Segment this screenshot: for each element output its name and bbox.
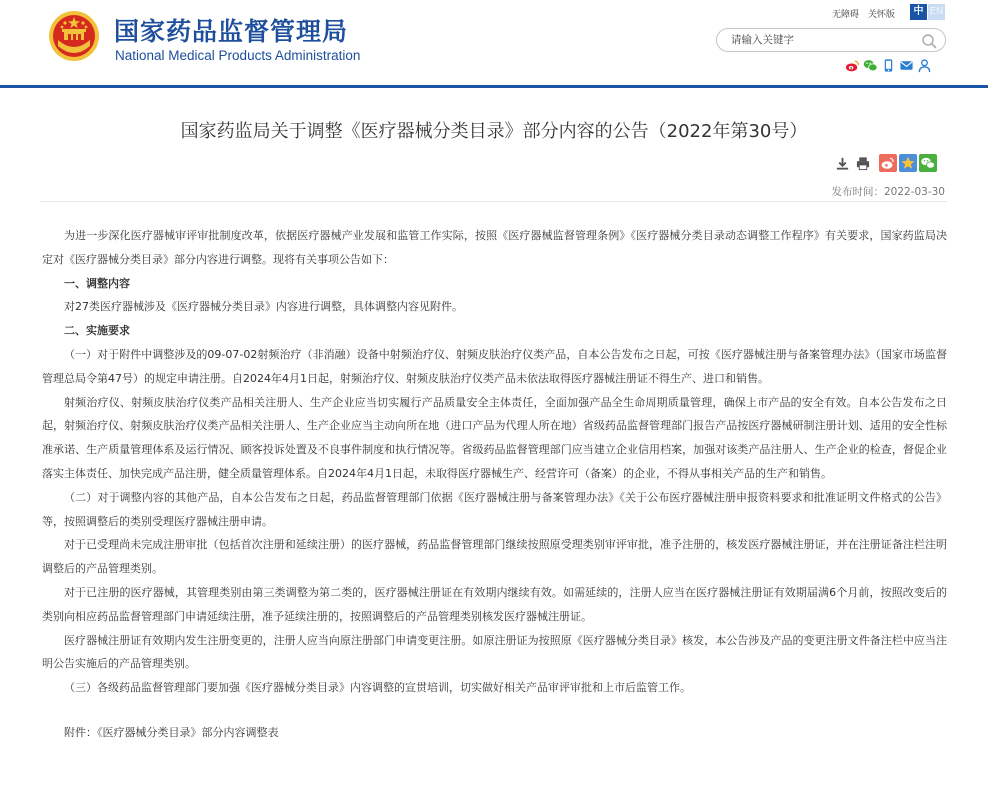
wechat-icon[interactable] [863,58,878,73]
paragraph: （三）各级药品监督管理部门要加强《医疗器械分类目录》内容调整的宣贯培训，切实做好相关产品审评审批和上市后监管工作。 [64,681,691,695]
national-emblem-logo[interactable] [48,10,100,62]
paragraph-intro: 为进一步深化医疗器械审评审批制度改革，依据医疗器械产业发展和监管工作实际，按照《医疗器械监督管理条例》《医疗器械分类目录动态调整工作程序》有关要求，国家药监局决定对《医疗器械分类目录》部分内容进行调整。现将有关事项公告如下： [42,229,947,266]
paragraph: 对27类医疗器械涉及《医疗器械分类目录》内容进行调整，具体调整内容见附件。 [64,300,463,314]
paragraph: 对于已注册的医疗器械，其管理类别由第三类调整为第二类的，医疗器械注册证在有效期内继续有效。如需延续的，注册人应当在医疗器械注册证有效期届满6个月前，按照改变后的类别向相应药品监督管理部门申请延续注册，准予延续注册的，按照调整后的产品管理类别核发医疗器械注册证。 [42,585,947,623]
article-content [42,224,947,745]
social-links [845,58,932,73]
user-icon[interactable] [917,58,932,73]
top-links [832,7,901,20]
section-heading-2: 二、实施要求 [64,324,130,338]
mobile-icon[interactable] [881,58,896,73]
site-header [0,0,988,88]
paragraph: 医疗器械注册证有效期内发生注册变更的，注册人应当向原注册部门申请变更注册。如原注册证为按照原《医疗器械分类目录》核发，本公告涉及产品的变更注册文件备注栏中应当注明公告实施后的产品管理类别。 [42,633,947,671]
share-wechat-icon[interactable] [919,154,937,172]
article-title: 国家药监局关于调整《医疗器械分类目录》部分内容的公告（2022年第30号） [180,121,808,142]
weibo-icon[interactable] [845,58,860,73]
site-name-en[interactable]: National Medical Products Administration [115,48,361,63]
article-tools [835,154,937,172]
email-icon[interactable] [899,58,914,73]
publish-date-value: 2022-03-30 [883,186,945,198]
care-mode-link[interactable]: 关怀版 [867,10,895,20]
publish-date-label: 发布时间： [831,186,884,198]
print-icon[interactable] [855,156,871,171]
lang-en-button[interactable]: EN [928,4,945,20]
share-weibo-icon[interactable] [879,154,897,172]
paragraph: 对于已受理尚未完成注册审批（包括首次注册和延续注册）的医疗器械，药品监督管理部门继续按照原受理类别审评审批，准予注册的，核发医疗器械注册证，并在注册证备注栏注明调整后的产品管理类别。 [42,538,947,576]
search-box [716,28,946,52]
publish-date [831,184,945,199]
site-name-cn[interactable]: 国家药品监督管理局 [114,17,349,46]
paragraph: （二）对于调整内容的其他产品，自本公告发布之日起，药品监督管理部门依据《医疗器械注册与备案管理办法》《关于公布医疗器械注册申报资料要求和批准证明文件格式的公告》等，按照调整后的类别受理医疗器械注册申请。 [42,490,947,528]
search-icon[interactable] [921,33,937,49]
search-input[interactable] [731,32,911,48]
lang-zh-button[interactable]: 中 [910,4,927,20]
paragraph: 射频治疗仪、射频皮肤治疗仪类产品相关注册人、生产企业应当切实履行产品质量安全主体责任，全面加强产品全生命周期质量管理，确保上市产品的安全有效。自本公告发布之日起，射频治疗仪、射频皮肤治疗仪类产品相关注册人、生产企业应当主动向所在地（进口产品为代理人所在地）省级药品监督管理部门报告产品按医疗器械研制注册计划、适用的安全性标准承诺、生产质量管理体系及运行情况、顾客投诉处置及不良事件制度和执行情况等。省级药品监督管理部门应当建立企业信用档案，加强对该类产品注册人、生产企业的检查，督促企业落实主体责任、加快完成产品注册，健全质量管理体系。自2024年4月1日起，未取得医疗器械生产、经营许可（备案）的企业，不得从事相关产品的生产和销售。 [42,395,947,480]
paragraph: （一）对于附件中调整涉及的09-07-02射频治疗（非消融）设备中射频治疗仪、射频皮肤治疗仪类产品，自本公告发布之日起，可按《医疗器械注册与备案管理办法》（国家市场监督管理总局令第47号）的规定申请注册。自2024年4月1日起，射频治疗仪、射频皮肤治疗仪类产品未依法取得医疗器械注册证不得生产、进口和销售。 [42,347,947,385]
title-divider [40,201,947,202]
section-heading-1: 一、调整内容 [64,276,130,290]
accessibility-link[interactable]: 无障碍 [832,10,860,20]
attachment-link[interactable]: 附件：《医疗器械分类目录》部分内容调整表 [64,725,279,739]
download-icon[interactable] [835,156,850,171]
share-qzone-icon[interactable] [899,154,917,172]
